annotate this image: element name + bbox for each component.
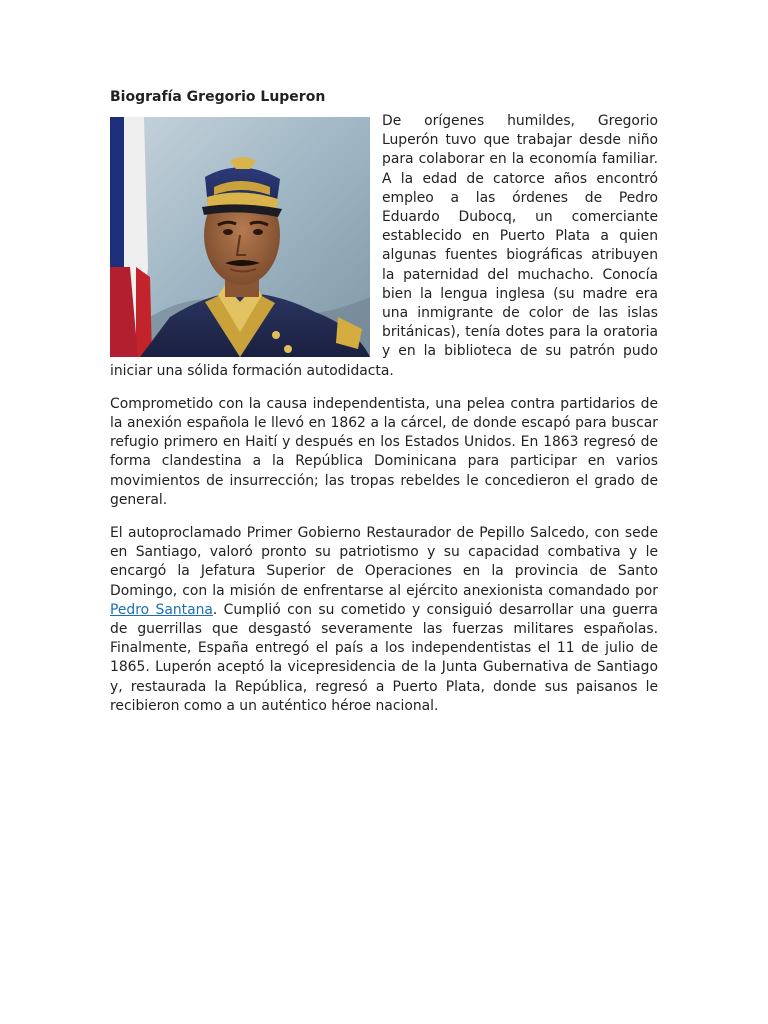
paragraph-3 — [110, 524, 658, 716]
paragraph-3-text-before-link: El autoproclamado Primer Gobierno Restaurador de Pepillo Salcedo, con sede en Santiago, valoró pronto su patriotismo y su capacidad combativa y le encargó la Jefatura Superior de Operaciones en la provincia de Santo Domingo, con la misión de enfrentarse al ejército anexionista comandado por — [110, 525, 658, 599]
document-page — [110, 86, 658, 730]
document-title: Biografía Gregorio Luperon — [110, 89, 326, 105]
paragraph-2: Comprometido con la causa independentista, una pelea contra partidarios de la anexión española le llevó en 1862 a la cárcel, de donde escapó para buscar refugio primero en Haití y después en los Estados Unidos. En 1863 regresó de forma clandestina a la República Dominicana para participar en varios movimientos de insurrección; las tropas rebeldes le concedieron el grado de general. — [110, 395, 658, 508]
pedro-santana-link[interactable]: Pedro Santana — [110, 601, 213, 618]
portrait-image — [110, 117, 370, 357]
paragraph-3-text-after-link: . Cumplió con su cometido y consiguió desarrollar una guerra de guerrillas que desgastó severamente las fuerzas militares españolas. Finalmente, España entregó el país a los independentistas el 11 de julio de 1865. Luperón aceptó la vicepresidencia de la Junta Gubernativa de Santiago y, restaurada la República, regresó a Puerto Plata, donde sus paisanos le recibieron como a un auténtico héroe nacional. — [110, 601, 658, 714]
paragraph-1: De orígenes humildes, Gregorio Luperón tuvo que trabajar desde niño para colaborar en la economía familiar. A la edad de catorce años encontró empleo a las órdenes de Pedro Eduardo Dubocq, un comerciante establecido en Puerto Plata a quien algunas fuentes biográficas atribuyen la paternidad del muchacho. Conocía bien la lengua inglesa (su madre era una inmigrante de color de las islas británicas), tenía dotes para la oratoria y en la biblioteca de su patrón pudo iniciar una sólida formación autodidacta. — [110, 113, 658, 379]
